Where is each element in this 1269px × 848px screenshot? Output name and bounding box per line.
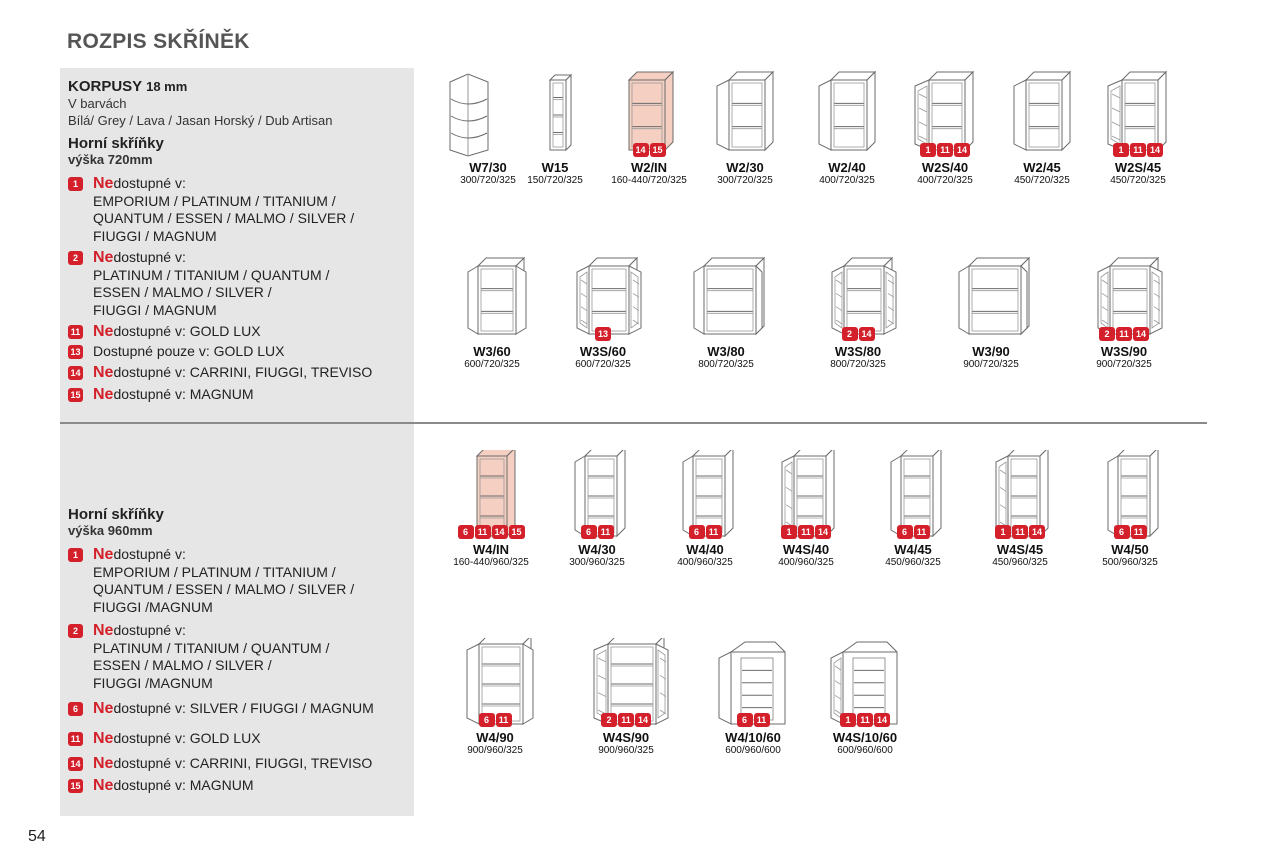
availability-badge: 14 xyxy=(954,143,970,157)
note-item xyxy=(68,175,408,245)
korpusy-title: KORPUSY xyxy=(68,78,142,95)
cabinet-code: W2S/40 xyxy=(921,160,969,175)
note-badge: 14 xyxy=(68,366,83,380)
korpusy-heading xyxy=(68,78,408,95)
note-text xyxy=(93,175,354,245)
availability-badge: 1 xyxy=(995,525,1011,539)
cabinet-code: W3/60 xyxy=(473,344,511,359)
note-ne-prefix: Ne xyxy=(93,546,114,563)
cabinet-badges xyxy=(436,525,546,540)
cabinet-dimensions: 400/960/325 xyxy=(778,557,834,568)
availability-badge: 11 xyxy=(496,713,512,727)
cabinet-badges xyxy=(548,327,658,342)
cabinet-item xyxy=(437,252,547,371)
note-text xyxy=(93,755,372,773)
cabinet-item xyxy=(858,450,968,569)
note-text xyxy=(93,622,329,692)
cabinet-dimensions: 300/960/325 xyxy=(569,557,625,568)
cabinet-dimensions: 900/960/325 xyxy=(467,745,523,756)
cabinet-code: W3/80 xyxy=(707,344,745,359)
cabinet-dimensions: 800/720/325 xyxy=(830,359,886,370)
cabinet-dimensions: 800/720/325 xyxy=(698,359,754,370)
availability-badge: 11 xyxy=(1130,143,1146,157)
cabinet-dimensions: 450/960/325 xyxy=(992,557,1048,568)
note-item xyxy=(68,546,408,616)
note-item xyxy=(68,323,408,341)
note-line: FIUGGI /MAGNUM xyxy=(93,674,213,691)
note-line: QUANTUM / ESSEN / MALMO / SILVER / xyxy=(93,581,355,597)
cabinet-code: W4/IN xyxy=(472,542,510,557)
cabinet-item xyxy=(965,450,1075,569)
note-line: ESSEN / MALMO / SILVER / xyxy=(93,284,272,300)
note-item xyxy=(68,755,408,773)
cabinet-dimensions: 400/960/325 xyxy=(677,557,733,568)
availability-badge: 11 xyxy=(914,525,930,539)
cabinet-code: W3S/90 xyxy=(1100,344,1148,359)
cabinet-code: W4/90 xyxy=(476,730,514,745)
cabinet-dimensions: 400/720/325 xyxy=(917,175,973,186)
note-main-text: dostupné v: GOLD LUX xyxy=(113,729,261,746)
note-item xyxy=(68,622,408,692)
note-main-text: Dostupné pouze v: GOLD LUX xyxy=(93,342,285,359)
availability-badge: 11 xyxy=(1131,525,1147,539)
note-item xyxy=(68,249,408,319)
cabinet-item xyxy=(440,638,550,757)
availability-badge: 6 xyxy=(458,525,474,539)
cabinet-item xyxy=(890,68,1000,187)
cabinet-code: W4/40 xyxy=(686,542,724,557)
note-line: FIUGGI /MAGNUM xyxy=(93,598,213,615)
note-item xyxy=(68,386,408,404)
cabinet-badges xyxy=(1083,143,1193,158)
note-ne-prefix: Ne xyxy=(93,729,114,747)
cabinet-item xyxy=(792,68,902,187)
note-text xyxy=(93,343,284,361)
cabinet-badges xyxy=(987,143,1097,158)
note-ne-prefix: Ne xyxy=(93,323,114,340)
note-line: QUANTUM / ESSEN / MALMO / SILVER / xyxy=(93,210,355,226)
cabinet-code: W4S/40 xyxy=(782,542,830,557)
cabinet-code: W3S/60 xyxy=(579,344,627,359)
note-line: PLATINUM / TITANIUM / QUANTUM / xyxy=(93,266,330,283)
availability-badge: 1 xyxy=(840,713,856,727)
cabinet-code: W4S/90 xyxy=(602,730,650,745)
cabinet-badges xyxy=(542,525,652,540)
availability-badge: 11 xyxy=(475,525,491,539)
cabinet-badges xyxy=(594,143,704,158)
note-badge: 6 xyxy=(68,702,83,716)
cabinet-badges xyxy=(698,713,808,728)
note-ne-prefix: Ne xyxy=(93,776,114,794)
cabinet-item xyxy=(1069,252,1179,371)
note-badge: 14 xyxy=(68,757,83,771)
availability-badge: 11 xyxy=(706,525,722,539)
note-main-text: dostupné v: xyxy=(113,546,186,562)
cabinet-code: W3/90 xyxy=(972,344,1010,359)
note-item xyxy=(68,777,408,795)
cabinet-item xyxy=(803,252,913,371)
page-number: 54 xyxy=(28,828,46,845)
cabinet-item xyxy=(1075,450,1185,569)
note-ne-prefix: Ne xyxy=(93,175,114,192)
note-ne-prefix: Ne xyxy=(93,249,114,266)
note-badge: 13 xyxy=(68,345,83,359)
cabinet-item xyxy=(548,252,658,371)
cabinet-dimensions: 900/720/325 xyxy=(963,359,1019,370)
note-main-text: dostupné v: SILVER / FIUGGI / MAGNUM xyxy=(113,700,374,716)
cabinet-code: W4/45 xyxy=(894,542,932,557)
cabinet-badges xyxy=(1075,525,1185,540)
availability-badge: 2 xyxy=(601,713,617,727)
availability-badge: 11 xyxy=(857,713,873,727)
note-line: EMPORIUM / PLATINUM / TITANIUM / xyxy=(93,563,336,580)
cabinet-item xyxy=(436,450,546,569)
note-main-text: dostupné v: CARRINI, FIUGGI, TREVISO xyxy=(113,364,373,380)
cabinet-badges xyxy=(671,327,781,342)
cabinet-badges xyxy=(690,143,800,158)
page-title: ROZPIS SKŘÍNĚK xyxy=(67,30,250,53)
note-text xyxy=(93,249,329,319)
cabinet-code: W4S/45 xyxy=(996,542,1044,557)
top-info-panel xyxy=(60,68,414,422)
note-text xyxy=(93,323,261,341)
note-badge: 15 xyxy=(68,388,83,402)
availability-badge: 6 xyxy=(479,713,495,727)
note-line: PLATINUM / TITANIUM / QUANTUM / xyxy=(93,639,330,656)
note-text xyxy=(93,730,261,748)
cabinet-code: W4S/10/60 xyxy=(832,730,898,745)
bottom-info-panel xyxy=(60,424,414,816)
cabinet-dimensions: 600/960/600 xyxy=(837,745,893,756)
cabinet-dimensions: 900/720/325 xyxy=(1096,359,1152,370)
note-main-text: dostupné v: MAGNUM xyxy=(113,385,254,402)
availability-badge: 6 xyxy=(897,525,913,539)
note-main-text: dostupné v: MAGNUM xyxy=(113,776,254,793)
cabinet-badges xyxy=(792,143,902,158)
colors-list: Bílá/ Grey / Lava / Jasan Horský / Dub Artisan xyxy=(68,113,333,128)
cabinet-code: W7/30 xyxy=(469,160,507,175)
cabinet-item xyxy=(690,68,800,187)
note-ne-prefix: Ne xyxy=(93,755,114,772)
cabinet-badges xyxy=(751,525,861,540)
cabinet-code: W4/50 xyxy=(1111,542,1149,557)
availability-badge: 2 xyxy=(842,327,858,341)
note-text xyxy=(93,386,254,404)
availability-badge: 11 xyxy=(598,525,614,539)
availability-badge: 6 xyxy=(581,525,597,539)
availability-badge: 14 xyxy=(859,327,875,341)
cabinet-dimensions: 160-440/960/325 xyxy=(453,557,529,568)
cabinet-item xyxy=(810,638,920,757)
cabinet-dimensions: 300/720/325 xyxy=(717,175,773,186)
cabinet-item xyxy=(650,450,760,569)
cabinet-badges xyxy=(437,327,547,342)
note-ne-prefix: Ne xyxy=(93,622,114,639)
note-text xyxy=(93,700,374,718)
cabinet-dimensions: 450/720/325 xyxy=(1110,175,1166,186)
availability-badge: 14 xyxy=(633,143,649,157)
note-line: ESSEN / MALMO / SILVER / xyxy=(93,657,272,673)
cabinet-code: W2/45 xyxy=(1023,160,1061,175)
note-main-text: dostupné v: xyxy=(113,249,186,265)
note-ne-prefix: Ne xyxy=(93,385,114,403)
cabinet-badges xyxy=(803,327,913,342)
cabinet-code: W2/30 xyxy=(726,160,764,175)
cabinet-code: W4/30 xyxy=(578,542,616,557)
cabinet-item xyxy=(671,252,781,371)
availability-badge: 2 xyxy=(1099,327,1115,341)
note-item xyxy=(68,343,408,361)
cabinet-dimensions: 450/960/325 xyxy=(885,557,941,568)
note-main-text: dostupné v: CARRINI, FIUGGI, TREVISO xyxy=(113,755,373,771)
cabinet-item xyxy=(542,450,652,569)
cabinet-dimensions: 300/720/325 xyxy=(460,175,516,186)
cabinet-item xyxy=(594,68,704,187)
section-subtitle-720: výška 720mm xyxy=(68,152,153,167)
cabinet-badges xyxy=(936,327,1046,342)
cabinet-badges xyxy=(810,713,920,728)
note-item xyxy=(68,700,408,718)
cabinet-item xyxy=(571,638,681,757)
note-text xyxy=(93,364,372,382)
note-badge: 2 xyxy=(68,624,83,638)
note-item xyxy=(68,730,408,748)
korpusy-thickness: 18 mm xyxy=(146,79,188,94)
availability-badge: 11 xyxy=(1012,525,1028,539)
note-line: FIUGGI / MAGNUM xyxy=(93,227,217,244)
availability-badge: 1 xyxy=(781,525,797,539)
cabinet-dimensions: 400/720/325 xyxy=(819,175,875,186)
cabinet-item xyxy=(1083,68,1193,187)
note-main-text: dostupné v: xyxy=(113,175,186,191)
availability-badge: 11 xyxy=(754,713,770,727)
note-line: FIUGGI / MAGNUM xyxy=(93,301,217,318)
availability-badge: 6 xyxy=(689,525,705,539)
note-badge: 2 xyxy=(68,251,83,265)
availability-badge: 14 xyxy=(1147,143,1163,157)
availability-badge: 11 xyxy=(618,713,634,727)
cabinet-item xyxy=(698,638,808,757)
cabinet-badges xyxy=(440,713,550,728)
note-line: EMPORIUM / PLATINUM / TITANIUM / xyxy=(93,192,336,209)
availability-badge: 11 xyxy=(1116,327,1132,341)
note-badge: 11 xyxy=(68,325,83,339)
cabinet-item xyxy=(751,450,861,569)
availability-badge: 14 xyxy=(815,525,831,539)
cabinet-dimensions: 600/720/325 xyxy=(575,359,631,370)
availability-badge: 14 xyxy=(635,713,651,727)
note-item xyxy=(68,364,408,382)
notes-list-960 xyxy=(68,546,408,794)
availability-badge: 1 xyxy=(1113,143,1129,157)
note-badge: 15 xyxy=(68,779,83,793)
note-main-text: dostupné v: xyxy=(113,622,186,638)
note-ne-prefix: Ne xyxy=(93,700,114,717)
availability-badge: 14 xyxy=(492,525,508,539)
availability-badge: 14 xyxy=(1029,525,1045,539)
availability-badge: 1 xyxy=(920,143,936,157)
cabinet-code: W3S/80 xyxy=(834,344,882,359)
note-text xyxy=(93,777,254,795)
cabinet-dimensions: 450/720/325 xyxy=(1014,175,1070,186)
cabinet-dimensions: 600/720/325 xyxy=(464,359,520,370)
availability-badge: 14 xyxy=(1133,327,1149,341)
availability-badge: 15 xyxy=(509,525,525,539)
cabinet-code: W4/10/60 xyxy=(725,730,781,745)
section-title-720: Horní skříňky xyxy=(68,135,164,152)
note-badge: 11 xyxy=(68,732,83,746)
cabinet-badges xyxy=(1069,327,1179,342)
note-text xyxy=(93,546,354,616)
notes-list-720 xyxy=(68,175,408,403)
note-main-text: dostupné v: GOLD LUX xyxy=(113,323,261,339)
section-title-960: Horní skříňky xyxy=(68,506,164,523)
note-ne-prefix: Ne xyxy=(93,364,114,381)
availability-badge: 14 xyxy=(874,713,890,727)
cabinet-badges xyxy=(858,525,968,540)
cabinet-badges xyxy=(571,713,681,728)
cabinet-code: W2/IN xyxy=(630,160,668,175)
cabinet-badges xyxy=(890,143,1000,158)
availability-badge: 13 xyxy=(595,327,611,341)
section-subtitle-960: výška 960mm xyxy=(68,523,153,538)
cabinet-item xyxy=(987,68,1097,187)
availability-badge: 11 xyxy=(798,525,814,539)
availability-badge: 6 xyxy=(737,713,753,727)
cabinet-badges xyxy=(650,525,760,540)
note-badge: 1 xyxy=(68,177,83,191)
cabinet-code: W15 xyxy=(541,160,569,175)
cabinet-badges xyxy=(965,525,1075,540)
cabinet-code: W2S/45 xyxy=(1114,160,1162,175)
availability-badge: 15 xyxy=(650,143,666,157)
availability-badge: 6 xyxy=(1114,525,1130,539)
availability-badge: 11 xyxy=(937,143,953,157)
cabinet-dimensions: 500/960/325 xyxy=(1102,557,1158,568)
colors-label: V barvách xyxy=(68,96,127,111)
cabinet-dimensions: 600/960/600 xyxy=(725,745,781,756)
cabinet-code: W2/40 xyxy=(828,160,866,175)
cabinet-dimensions: 900/960/325 xyxy=(598,745,654,756)
note-badge: 1 xyxy=(68,548,83,562)
cabinet-item xyxy=(936,252,1046,371)
cabinet-dimensions: 160-440/720/325 xyxy=(611,175,687,186)
cabinet-dimensions: 150/720/325 xyxy=(527,175,583,186)
